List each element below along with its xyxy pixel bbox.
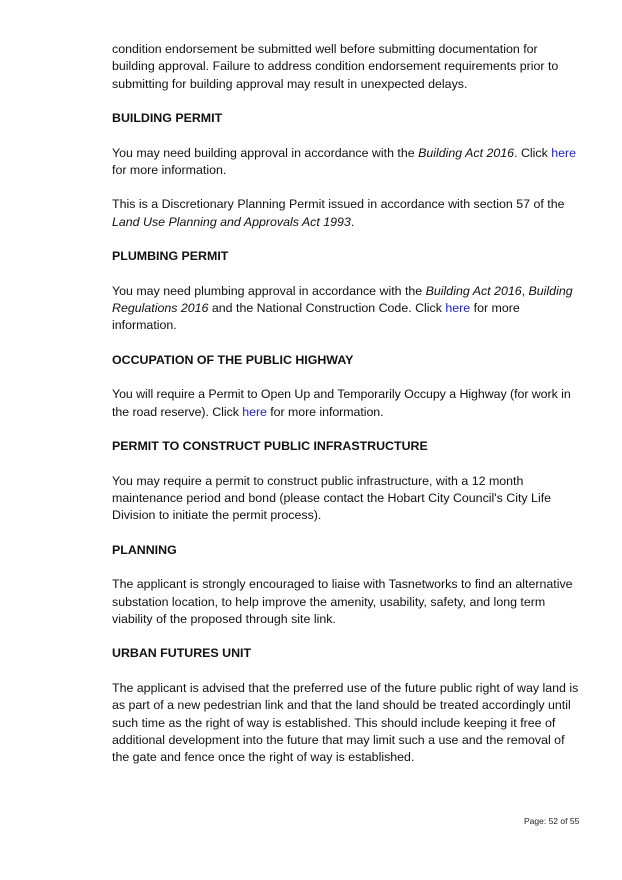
infrastructure-heading: PERMIT TO CONSTRUCT PUBLIC INFRASTRUCTURE	[112, 439, 428, 454]
building-act-title: Building Act 2016	[425, 283, 522, 298]
plumbing-permit-link[interactable]: here	[445, 301, 471, 316]
building-permit-heading: BUILDING PERMIT	[112, 111, 223, 126]
building-permit-paragraph: You may need building approval in accordance with the Building Act 2016. Click here for more information.	[112, 145, 577, 178]
page-content	[112, 41, 582, 784]
urban-futures-paragraph: The applicant is advised that the preferred use of the future public right of way land is as part of a new pedestrian link and that the land should be treated accordingly until such time as the right of way is established. This should include keeping it free of additional development into the future that may limit such a use and the removal of the gate and fence once the right of way is established.	[112, 680, 579, 765]
urban-futures-heading: URBAN FUTURES UNIT	[112, 646, 252, 661]
occupation-heading: OCCUPATION OF THE PUBLIC HIGHWAY	[112, 352, 354, 367]
planning-heading: PLANNING	[112, 542, 177, 557]
planning-paragraph: The applicant is strongly encouraged to liaise with Tasnetworks to find an alternative substation location, to help improve the amenity, usability, safety, and long term viability of the proposed through site link.	[112, 577, 573, 626]
building-act-title: Building Act 2016	[418, 145, 515, 160]
plumbing-permit-heading: PLUMBING PERMIT	[112, 249, 229, 264]
infrastructure-paragraph: You may require a permit to construct public infrastructure, with a 12 month maintenance period and bond (please contact the Hobart City Council's City Life Division to initiate the permit process).	[112, 473, 552, 523]
plumbing-permit-paragraph: You may need plumbing approval in accordance with the Building Act 2016, Building Regulations 2016 and the National Construction Code. Click here for more information.	[112, 283, 573, 333]
intro-paragraph: condition endorsement be submitted well before submitting documentation for building approval. Failure to address condition endorsement requirements prior to submitting for building approval may result in unexpected delays.	[112, 42, 559, 91]
land-use-act-title: Land Use Planning and Approvals Act 1993	[112, 214, 351, 229]
page-number: Page: 52 of 55	[524, 816, 580, 826]
building-regulations-title: Building Regulations 2016	[112, 283, 573, 316]
occupation-paragraph: You will require a Permit to Open Up and Temporarily Occupy a Highway (for work in the road reserve). Click here for more information.	[112, 387, 571, 419]
occupation-link[interactable]: here	[242, 404, 267, 419]
building-permit-link[interactable]: here	[551, 145, 577, 160]
discretionary-permit-paragraph: This is a Discretionary Planning Permit issued in accordance with section 57 of the Land Use Planning and Approvals Act 1993.	[112, 197, 565, 229]
